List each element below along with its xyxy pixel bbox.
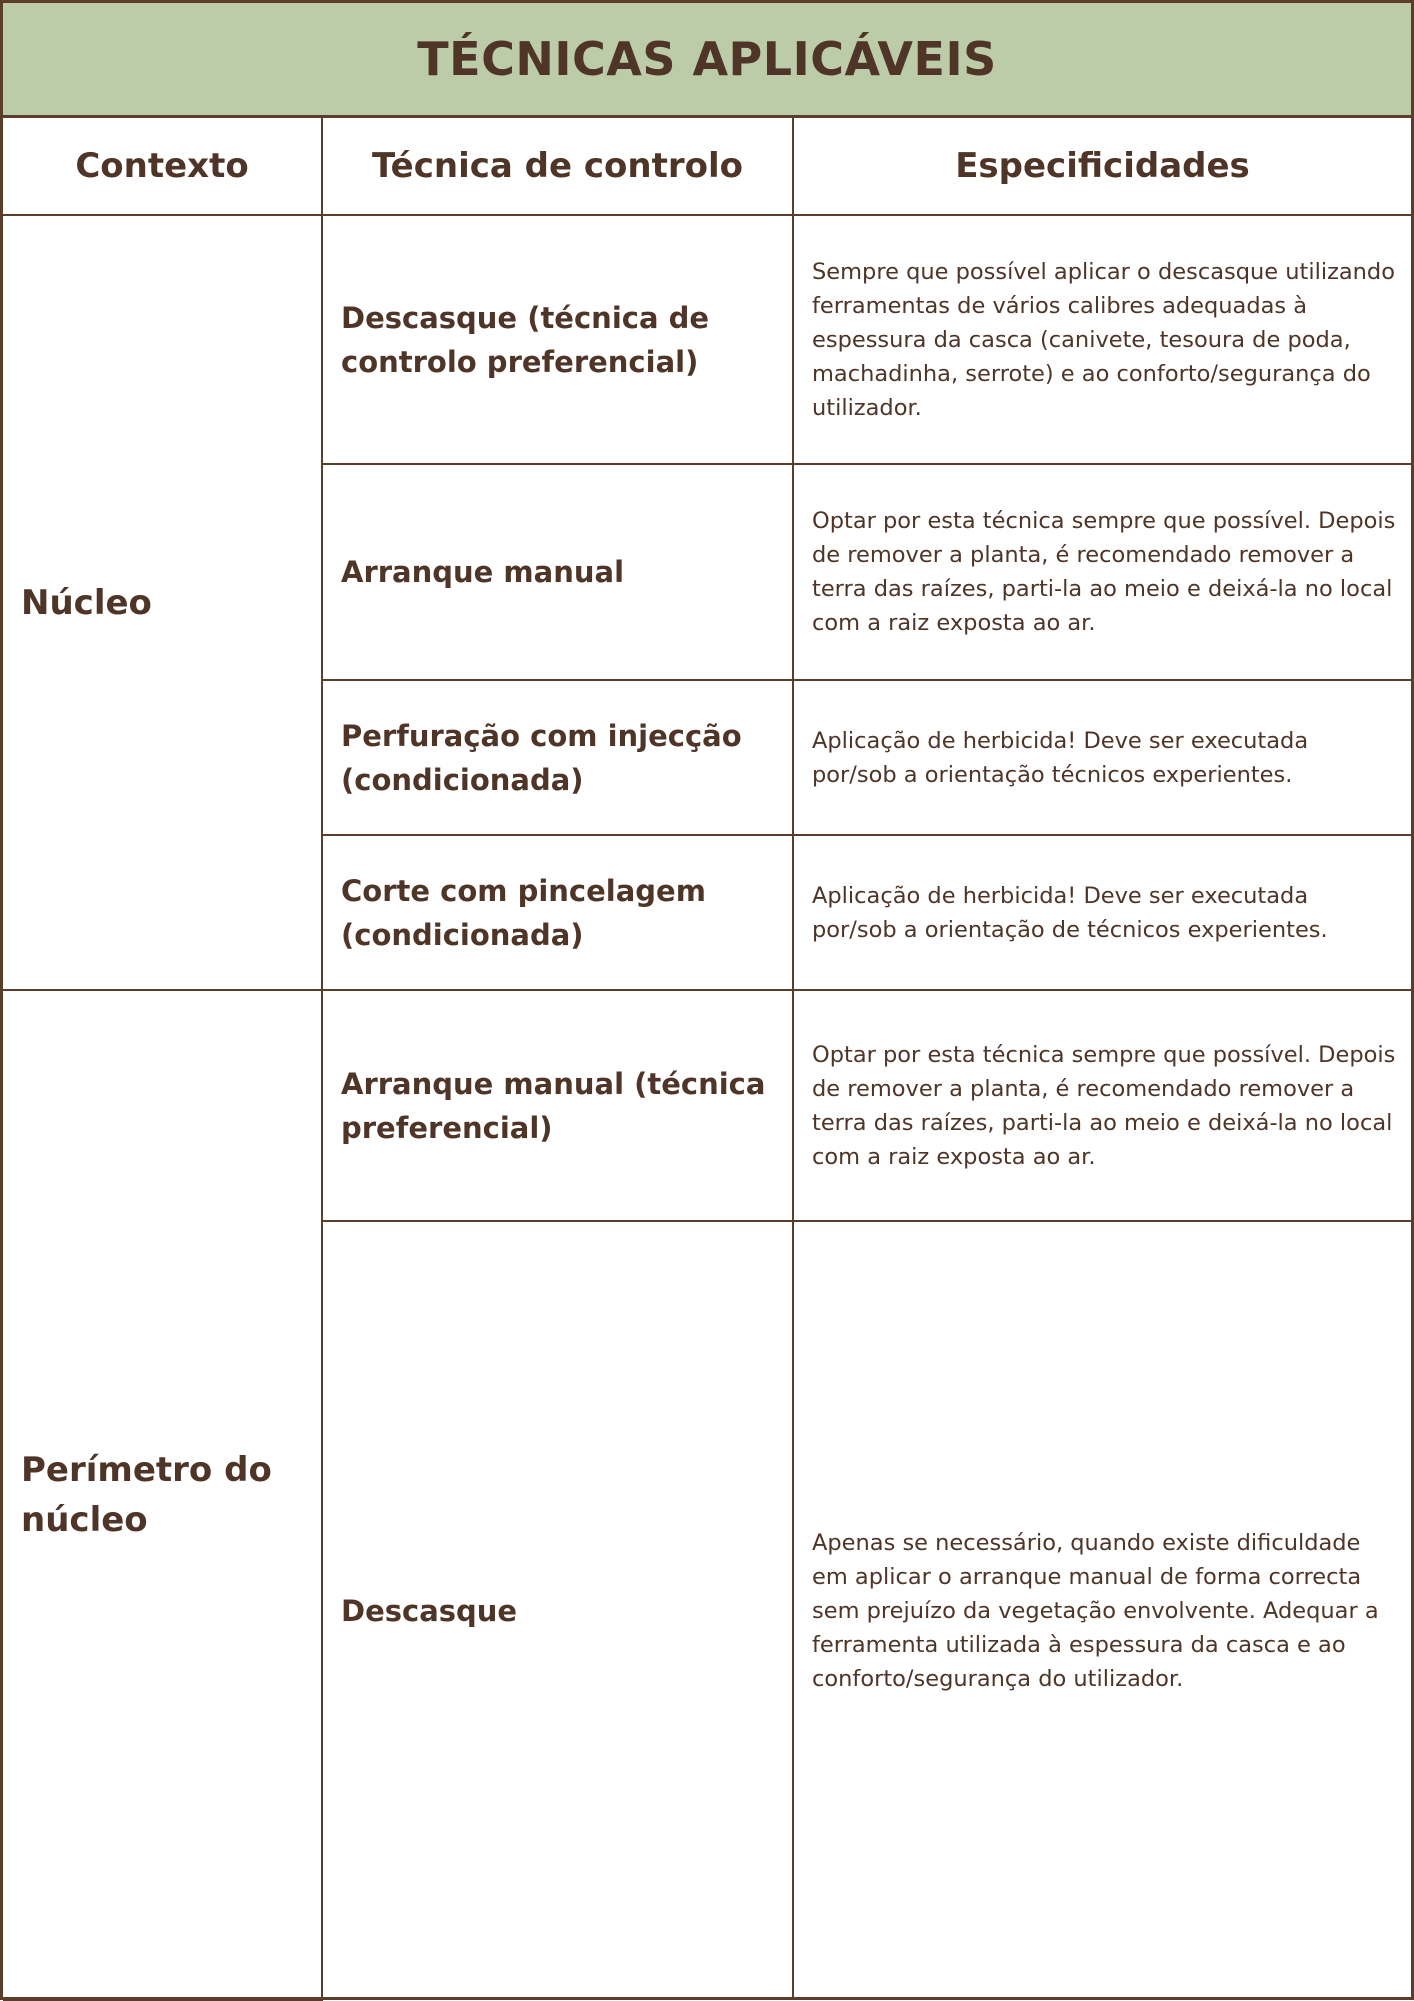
- header-context: Contexto: [3, 118, 322, 215]
- table-header-row: [3, 118, 1411, 215]
- technique-cell: Descasque: [322, 1221, 793, 2000]
- specifics-cell: Optar por esta técnica sempre que possível. Depois de remover a planta, é recomendado remover a terra das raízes, parti-la ao meio e deixá-la no local com a raiz exposta ao ar.: [793, 464, 1411, 680]
- header-technique: Técnica de controlo: [322, 118, 793, 215]
- specifics-cell: Apenas se necessário, quando existe dificuldade em aplicar o arranque manual de forma correcta sem prejuízo da vegetação envolvente. Adequar a ferramenta utilizada à espessura da casca e ao conforto/segurança do utilizador.: [793, 1221, 1411, 2000]
- technique-cell: Arranque manual: [322, 464, 793, 680]
- techniques-table: [3, 118, 1411, 2001]
- table-row: [3, 990, 1411, 1221]
- table-row: [3, 215, 1411, 464]
- context-cell-nucleo: Núcleo: [3, 215, 322, 990]
- technique-cell: Descasque (técnica de controlo preferencial): [322, 215, 793, 464]
- header-specifics: Especificidades: [793, 118, 1411, 215]
- page-title: TÉCNICAS APLICÁVEIS: [3, 3, 1411, 118]
- technique-cell: Corte com pincelagem (condicionada): [322, 835, 793, 990]
- specifics-cell: Aplicação de herbicida! Deve ser executada por/sob a orientação de técnicos experientes.: [793, 835, 1411, 990]
- specifics-cell: Aplicação de herbicida! Deve ser executada por/sob a orientação técnicos experientes.: [793, 680, 1411, 835]
- technique-cell: Arranque manual (técnica preferencial): [322, 990, 793, 1221]
- specifics-cell: Optar por esta técnica sempre que possível. Depois de remover a planta, é recomendado remover a terra das raízes, parti-la ao meio e deixá-la no local com a raiz exposta ao ar.: [793, 990, 1411, 1221]
- context-cell-perimetro: Perímetro do núcleo: [3, 990, 322, 2000]
- specifics-cell: Sempre que possível aplicar o descasque utilizando ferramentas de vários calibres adequadas à espessura da casca (canivete, tesoura de poda, machadinha, serrote) e ao conforto/segurança do utilizador.: [793, 215, 1411, 464]
- technique-cell: Perfuração com injecção (condicionada): [322, 680, 793, 835]
